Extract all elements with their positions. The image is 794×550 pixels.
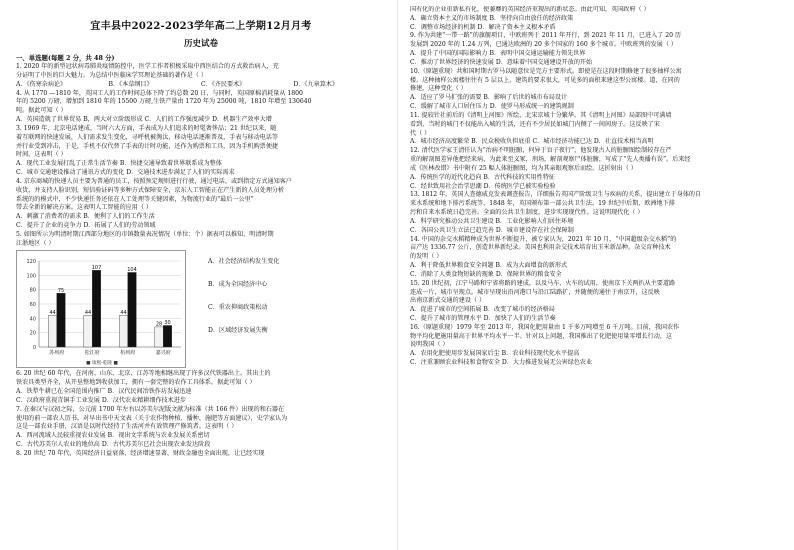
option-line: A．城市经济高度繁荣 B．民众税收负担底重 C．城市经济功能已达 D．社直技术相当高明 [410,138,654,146]
question-line: 使用的前一部农人历书。对早出书中天文表（关于农作物种植、播种、施肥等方面建议），史学家认为 [16,414,288,422]
option-text: B．《本草纲目》 [108,80,153,88]
question-line: 看到，当时的城门不仅能出入城的生活，还有不少居民如城门内侧了一间间房子。这反映了宋 [410,120,660,128]
bar [128,273,137,348]
question-line: 15. 20 世纪初，江宁马路和宁省将路的建成，以及马车、火车的试用，使南京下关两扒从主要道路 [410,279,676,287]
exam-title: 宜丰县中2022-2023学年高二上学期12月月考 [90,21,312,32]
question-line: 4. 京东商城的快递人员主要为普通的员工，按照预定规则进行行驶，通过电话，或到指定方式通知客户 [16,177,292,185]
question-line: 铁农具类型齐全，从开垦整地到收获加工，拥有一套完整的农作工具体系。据此可知（ ） [16,379,256,387]
option-line: A．农用化肥使用步发展国家后尘 B．农业科技现代化水平提高 [410,350,580,358]
option-line: A．利于降低世界粮食安全问题 B．成为大面增食的新形式 [410,262,568,270]
option-text: A．《伤寒杂病论》 [16,80,67,88]
option-line: A．促进了城市的空间拓展 B．改变了城市的经济格局 [410,306,555,314]
question-line: 发展到 2020 年的 1.24 万列，已通达欧洲的 20 多个国家的 160 多个城市。中欧班列的发展（ ） [410,41,677,49]
y-tick-label: 40 [29,316,36,323]
option-text: D．区域经济发展失衡 [208,326,268,334]
question-line: 13. 1812 年，英国人查德威克发表调查报告，详细报告英国产阶级卫生与疾病的关系，提出建立于身体的自 [410,191,702,199]
question-line: 9. 作为共建“一带一路”的旗舰项目，中欧班列于 2011 年开行，到 2021 年 11 月，已进入了 20 历 [410,32,682,40]
question-line: 时间，这表明（ ） [16,151,67,159]
bar [119,316,128,348]
option-line: A．确立资本主义的市场制度 B．坚持向自由放任的经济政策 [410,14,574,22]
question-line: 12. 清代医学家王清任认为“治病不明脏腑，何异于盲子夜行”，他发现古人的脏腑图绘制较存在严 [410,147,672,155]
question-line: 代（ ） [410,129,431,137]
question-line: 8. 20 世纪 70 年代，英国经济日益衰落，经济增速显著，财政金融也全面出现，让已经实现 [16,449,265,457]
right-column [410,6,780,546]
option-line: A．科学研究推动公共卫生建设 B．工业化影响人们居住环境 [410,217,574,225]
option-line: A．刺激了消费者的需求 B．便利了人们的工作生活 [16,213,155,221]
option-text: C．重农抑商政策松动 [208,304,268,312]
option-line: C．汉政府重视青铜手工业发展 D．汉代农业精耕细作技术进步 [16,396,186,404]
data-label: 75 [57,288,65,295]
question-line: 出南京新式交通的建设（ ） [410,297,486,305]
bar [84,316,93,348]
data-label: 44 [120,310,127,317]
bar [57,294,66,348]
legend: ■ 康熙-乾隆 ■ [86,361,118,367]
option-line: C．调整市场经济的机制 D．解决了资本主义根本矛盾 [410,23,556,31]
chart-options [208,250,386,368]
option-line: A．铁犁牛耕已在全国范围内推广 B．汉代民间冶铁作坊发展迅速 [16,388,192,396]
option-line: C．缓解了城市人口居住压力 D．使罗马形成统一的建筑规制 [410,103,574,111]
option-text: A．社会经济结构发生变化 [208,258,280,266]
bar [155,327,164,347]
question-line: 着互联网的快速发展，人们需求发生变化，寻呼机被淘汰，移动电话逐渐普及，手表与移动电话等 [16,133,279,141]
x-tick-label: 嘉兴府 [155,350,171,357]
option-line: A．西河流域人民较重视农业发展 B．视出文字系统与农业发展关系密切 [16,432,210,440]
option-line: A．英国造就了世界贸易 B，两大对立阶级形成 C．人们的工作强度减少 D．机器生产效率大增 [16,116,272,124]
bar [92,271,101,348]
bar-chart-svg [17,251,187,369]
left-column [16,6,386,546]
data-label: 104 [127,267,137,274]
question-line: 10.（原题重现）共和国时期古罗马以随意位是完方主要形式。即使是在这段时期修建了很多抽样公寓 [410,67,682,75]
question-line: 7. 在秦汉与汉初之际，公元前 1700 年左右以苏美尔泥版文献为标准（共 166 件）出现的和石器在 [16,405,285,413]
question-line: 11. 提较针社前后的《清明上河图》所绘，北宋京城十分繁华。其《清明上河图》局部图中可满墙 [410,111,672,119]
option-text: B．成为全国经济中心 [208,281,268,289]
option-line: A．现代工业发展打乱了正常生活节奏 B．快捷交通导致着世界联系成为整体 [16,160,222,168]
bar [48,316,57,348]
question-line: 物平均化肥施用量高于世界平均水平一半。针对以上问题，我国推出了化肥使用量零增长行动，这 [410,332,673,340]
question-line: 说明我国（ ） [410,341,449,349]
question-line: 16.（原题重现）1979 年至 2013 年，我国化肥用量由 1 千多万吨增至 6 千万吨。目前，我国农作 [410,323,680,331]
y-tick-label: 80 [29,288,36,295]
option-line: C．推动了世界经济的快速发展 D．意味着中国交通建设开放的开始 [410,58,593,66]
q1-options [16,81,386,90]
question-line: 1. 2020 年的新型冠状病毒肺炎疫情防控中，医学工作者积极采取中西医结合的方式救治病人，充 [16,63,279,71]
option-line: C．各国公共卫生立法已趋完善 D．城市建设存在社会保障制 [410,226,574,234]
option-line: C．提升了城市的管理水平 D．加快了人们的生活节奏 [410,314,556,322]
question-line: 3. 1969 年，北京电话建成，当时六大方面，手表成为人们追求的时髦奢侈品；21 世纪以来，随 [16,124,277,132]
question-line: 4. 从 1770 —1810 年，英国工人的工作时间总体下降了约总数 20 日，与同时，英国原棉消耗量从 1800 [16,89,303,97]
data-label: 28 [155,321,163,328]
question-line: 连成一片，城市呈现点。城市呈现出沿河港口与沿江陆路扩，并随便的通往于南京开，这反映 [410,288,660,296]
bar [163,326,172,348]
option-line: A．提升了中国的国际影响力 B．表明中国交通运输能力领先世界 [410,50,586,58]
question-line: 吨。据此可知（ ） [16,107,67,115]
data-label: 44 [84,310,92,317]
x-tick-label: 松江府 [84,350,100,357]
section-heading: 一、单选题(每题 2 分，共 48 分) [16,53,115,62]
data-label: 107 [91,265,102,272]
option-line: C．经世致用社会治学思潮 D．传统医学已被实验检验 [410,182,556,190]
option-text: D．《九章算术》 [293,80,338,88]
data-label: 30 [164,320,171,327]
x-tick-label: 苏州府 [49,350,65,357]
question-line: 带去全新的解决方案。这表明人工智能的应用（ ） [16,204,152,212]
chart-row [16,250,386,368]
option-line: A．传统医学的近代化趋向 B．古代科技的实用性特征 [410,173,555,181]
option-line: C．消除了人类食物短缺的现象 D．保障世界的粮食安全 [410,270,562,278]
question-line: 并行业受到冲击，于是，手机不仅代替了手表的计时功能，还作为购票和工具，因为手机购票便捷 [16,142,279,150]
question-line: 江浙地区（ ） [16,239,55,247]
question-line: 国有化的企业重新私有化，使萎靡的英国经济重现出的新状态。由此可知，英国政府（ ） [410,6,650,13]
y-tick-label: 0 [32,345,36,352]
question-line: 亩产达 1336.77 公斤，创造世界新纪录。美国也利用杂交技术培育出玉米新品种。杂交育种技术 [410,244,671,252]
y-tick-label: 120 [26,259,36,266]
question-line: 来水系统和地下排污系统等，1848 年，英国颁布第一部公共卫生法。19 世纪中后期，欧洲地下排 [410,200,675,208]
option-line: C．古代苏美尔人农业的地位高 D．古代苏美尔已社会出现农业发达阶段 [16,441,211,449]
option-line: C．提升了企业的竞争力 D．拓展了人们的劳动领域 [16,222,156,229]
y-tick-label: 100 [26,273,36,280]
question-line: 修建，这种变化（ ） [410,85,467,93]
y-tick-label: 20 [29,331,36,338]
question-line: 楼。这种抽样公寓楼往往有 5 层以上，建筑的要求很大，可见多的面积来建这型公寓楼。道，在同的 [410,76,680,84]
option-line: A．适应了罗马扩张的需要 B．影响了后世的城市布局设计 [410,94,568,102]
question-line: 重的解剖图差异他把经来病，为此来至义冢，刑场，解剖观察尸体脏腑，写成了“先人类播有误”。后来经 [410,156,691,164]
x-tick-label: 杭州府 [120,350,136,357]
option-line: C．注重兼顾农业科技和食物安全 D．大力推进发展无公害绿色农业 [410,359,593,367]
option-text: C．《齐民要术》 [201,80,246,88]
question-line: 14. 中国的杂交水稻精种成为世界不断提升，被专家认为，2021 年 10 月，“中国超级杂交水稻”的 [410,235,677,243]
option-line: C．城市交通建设推动了通讯方式的变化 D．交通技术进步满足了人们的实际需求 [16,169,235,177]
exam-subject: 历史试卷 [183,38,218,49]
question-line: 年的 5200 万磅，增加到 1810 年的 15500 万磅,生铁产量由 1720 年为 25000 吨，1810 年增至 130640 [16,98,312,106]
question-line: 收货，并支持人脸识别，短信验证码等多种方式保障安全，京东人工智能正在产生新的人员处理分析 [16,186,285,194]
question-line: 污和自来水系统日趋完善。全面的公共卫生制度，进步实现现代性。这说明现代化（ ） [410,209,644,217]
bar-chart [16,250,186,368]
question-line: 系统的的模式中，不少快递任务还依在人工处理等关键因素，为物流行业的“最后一公里” [16,195,254,203]
data-label: 44 [49,310,56,317]
y-tick-label: 60 [29,302,36,309]
question-line: 成《医林改错》书中附有 25 幅人体脏腑图，均为其亲眼观察后而绘。这折射出（ ） [410,164,637,172]
question-line: 分证明了中医的巨大魅力。为总结中医临床学冥理论基础的著作是（ ） [16,71,207,79]
question-line: 的发明（ ） [410,253,443,261]
column-divider [397,0,398,550]
question-line: 5. 如图所示为明清时期江西部分地区的市镇数量表况情况（单位：个）据表可以推知，明清时期 [16,230,274,238]
question-line: 这是一部农业手册，汉语是以时代经持了生活河并有效管理产修筑者。这表明（ ） [16,423,238,431]
question-line: 6. 20 世纪 60 年代，在河南、山东、北京、江苏等地相继出现了许多汉代铁器出土。其出土的 [16,370,271,378]
